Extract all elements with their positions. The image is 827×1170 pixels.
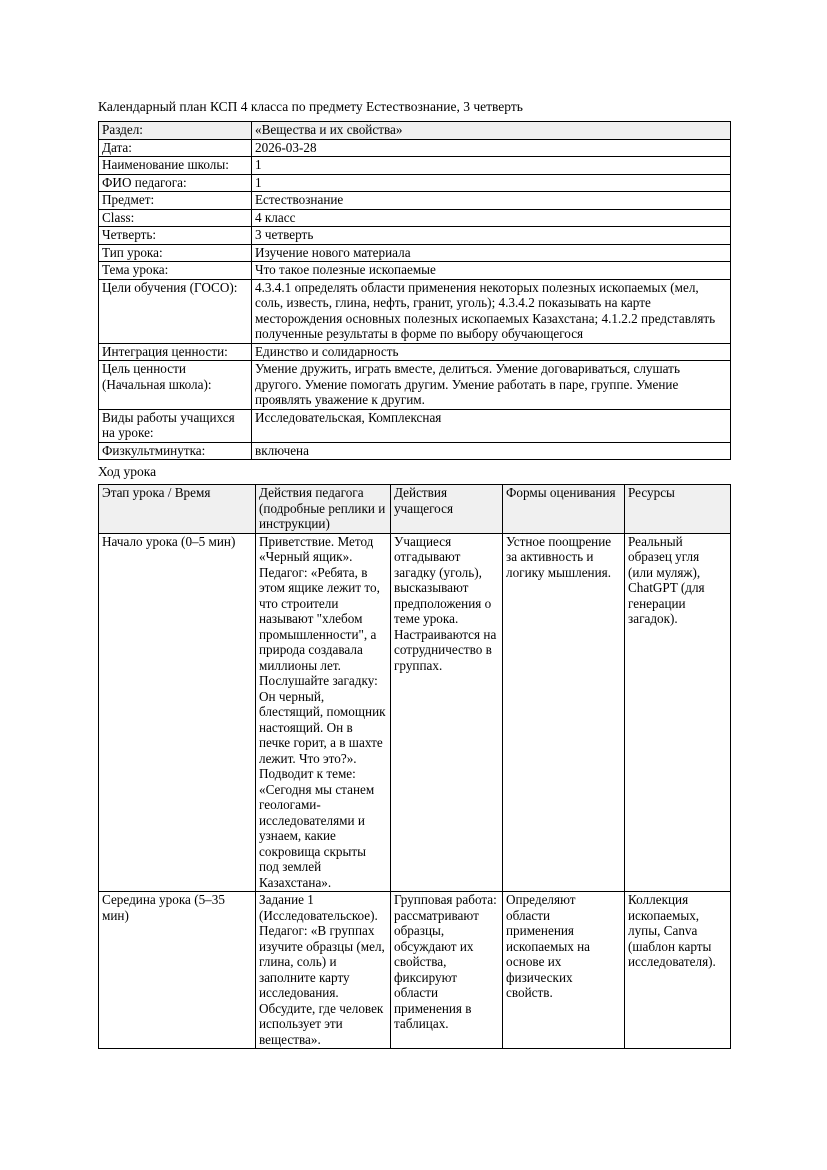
- info-value: Единство и солидарность: [252, 343, 731, 361]
- lesson-flow-table: [98, 484, 731, 1049]
- table-row: [99, 139, 731, 157]
- table-row: [99, 361, 731, 410]
- info-value: 4.3.4.1 определять области применения некоторых полезных ископаемых (мел, соль, известь, глина, нефть, гранит, уголь); 4.3.4.2 показывать на карте месторождения основных полезных ископаемых Казахстана; 4.1.2.2 представлять полученные результаты в форме по выбору обучающегося: [252, 279, 731, 343]
- stage-cell: Начало урока (0–5 мин): [99, 533, 256, 892]
- column-header-assessment: Формы оценивания: [503, 485, 625, 534]
- info-value: включена: [252, 442, 731, 460]
- assessment-cell: Определяют области применения ископаемых на основе их физических свойств.: [503, 892, 625, 1049]
- column-header-resources: Ресурсы: [625, 485, 731, 534]
- page-title: Календарный план КСП 4 класса по предмету Естествознание, 3 четверть: [98, 99, 523, 114]
- column-header-teacher-actions: Действия педагога (подробные реплики и инструкции): [256, 485, 391, 534]
- table-row: [99, 279, 731, 343]
- column-header-student-actions: Действия учащегося: [391, 485, 503, 534]
- info-label: Class:: [99, 209, 252, 227]
- info-label: Цели обучения (ГОСО):: [99, 279, 252, 343]
- info-label: ФИО педагога:: [99, 174, 252, 192]
- resources-cell: Коллекция ископаемых, лупы, Canva (шаблон карты исследователя).: [625, 892, 731, 1049]
- table-row: [99, 262, 731, 280]
- section-heading: Ход урока: [98, 464, 157, 479]
- info-value: «Вещества и их свойства»: [252, 122, 731, 140]
- info-label: Тип урока:: [99, 244, 252, 262]
- info-label: Дата:: [99, 139, 252, 157]
- info-value: Изучение нового материала: [252, 244, 731, 262]
- info-value: Умение дружить, играть вместе, делиться. Умение договариваться, слушать другого. Умение помогать другим. Умение работать в паре, группе. Умение проявлять уважение к другим.: [252, 361, 731, 410]
- table-row: [99, 227, 731, 245]
- info-value: 1: [252, 174, 731, 192]
- info-label: Виды работы учащихся на уроке:: [99, 409, 252, 442]
- table-row: [99, 409, 731, 442]
- table-row: [99, 343, 731, 361]
- info-value: 3 четверть: [252, 227, 731, 245]
- table-row: [99, 122, 731, 140]
- student-actions-cell: Групповая работа: рассматривают образцы, обсуждают их свойства, фиксируют области применения в таблицах.: [391, 892, 503, 1049]
- resources-cell: Реальный образец угля (или муляж), ChatGPT (для генерации загадок).: [625, 533, 731, 892]
- info-label: Физкультминутка:: [99, 442, 252, 460]
- info-label: Раздел:: [99, 122, 252, 140]
- table-row: [99, 209, 731, 227]
- table-row: [99, 533, 731, 892]
- assessment-cell: Устное поощрение за активность и логику мышления.: [503, 533, 625, 892]
- student-actions-cell: Учащиеся отгадывают загадку (уголь), высказывают предположения о теме урока. Настраиваются на сотрудничество в группах.: [391, 533, 503, 892]
- table-row: [99, 892, 731, 1049]
- info-label: Цель ценности (Начальная школа):: [99, 361, 252, 410]
- info-label: Предмет:: [99, 192, 252, 210]
- info-value: Что такое полезные ископаемые: [252, 262, 731, 280]
- table-row: [99, 192, 731, 210]
- teacher-actions-cell: Приветствие. Метод «Черный ящик». Педагог: «Ребята, в этом ящике лежит то, что строители называют "хлебом промышленности", а природа создавала миллионы лет. Послушайте загадку: Он черный, блестящий, помощник настоящий. Он в печке горит, а в шахте лежит. Что это?». Подводит к теме: «Сегодня мы станем геологами-исследователями и узнаем, какие сокровища скрыты под землей Казахстана».: [256, 533, 391, 892]
- table-row: [99, 157, 731, 175]
- column-header-stage: Этап урока / Время: [99, 485, 256, 534]
- table-header-row: [99, 485, 731, 534]
- table-row: [99, 174, 731, 192]
- lesson-info-table: [98, 121, 731, 460]
- teacher-actions-cell: Задание 1 (Исследовательское). Педагог: «В группах изучите образцы (мел, глина, соль) и заполните карту исследования. Обсудите, где человек использует эти вещества».: [256, 892, 391, 1049]
- info-value: 1: [252, 157, 731, 175]
- table-row: [99, 442, 731, 460]
- info-label: Интеграция ценности:: [99, 343, 252, 361]
- info-label: Тема урока:: [99, 262, 252, 280]
- stage-cell: Середина урока (5–35 мин): [99, 892, 256, 1049]
- info-value: 4 класс: [252, 209, 731, 227]
- info-value: 2026-03-28: [252, 139, 731, 157]
- info-value: Естествознание: [252, 192, 731, 210]
- info-label: Наименование школы:: [99, 157, 252, 175]
- table-row: [99, 244, 731, 262]
- info-label: Четверть:: [99, 227, 252, 245]
- info-value: Исследовательская, Комплексная: [252, 409, 731, 442]
